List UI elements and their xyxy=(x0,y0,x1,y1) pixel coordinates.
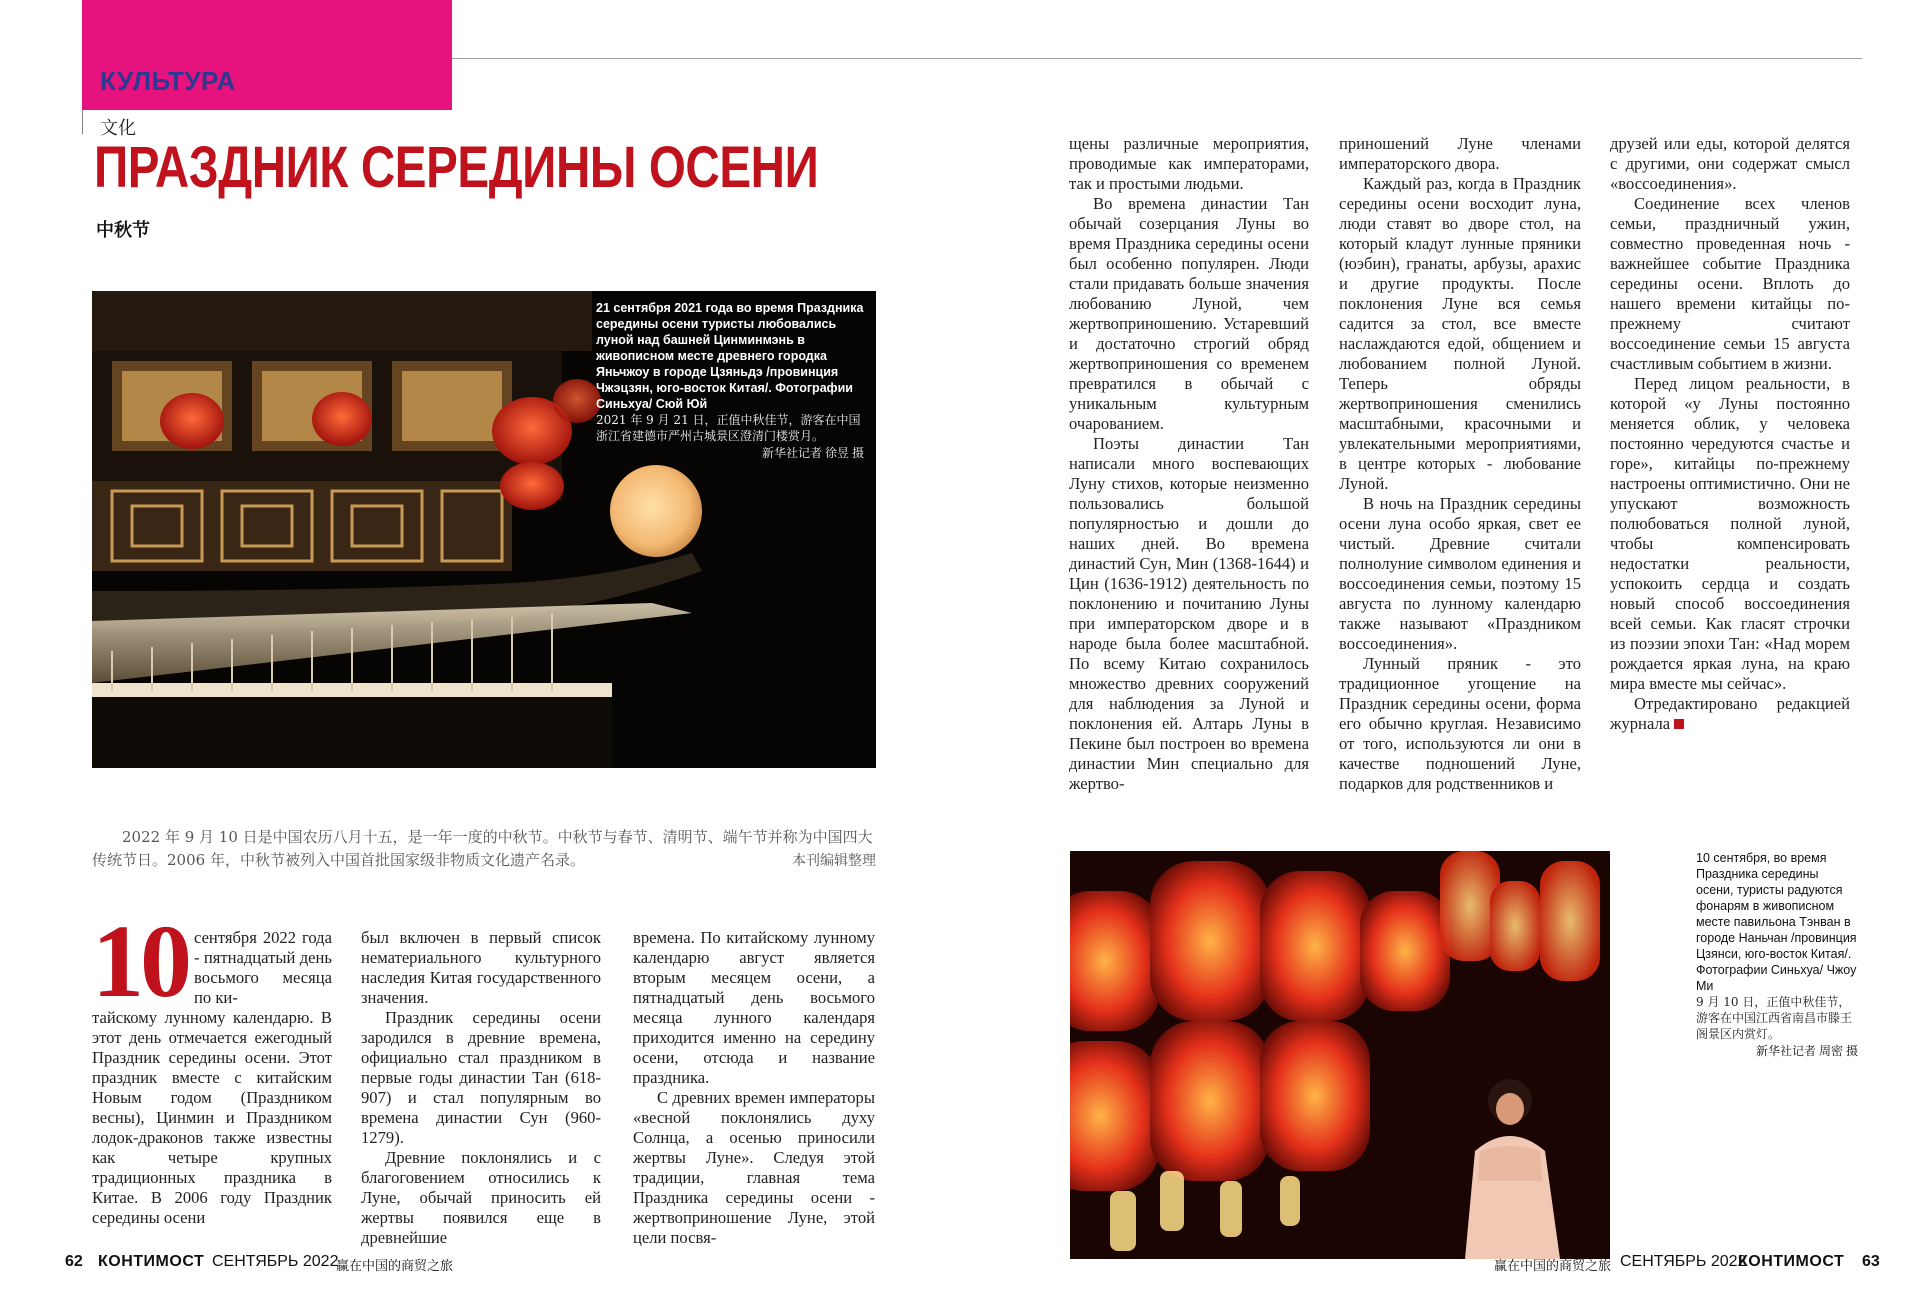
photo-lanterns-illustration xyxy=(1070,851,1610,1259)
article-col2 xyxy=(361,928,601,1248)
caption-ru: 21 сентября 2021 года во время Праздника середины осени туристы любовались луной над башней Цинминмэнь в живописном месте древнего городка Яньчжоу в городе Цзяньдэ /провинция Чжэцзян, юго-восток Китая/. Фотографии Синьхуа/ Сюй Юй xyxy=(596,301,864,411)
paragraph: Лунный пряник - это традиционное угощение на Праздник середины осени, форма его обычно круглая. Независимо от того, используются ли они в качестве подношений Луне, подарков для родственников и xyxy=(1339,654,1581,793)
article-col4 xyxy=(1069,134,1309,794)
photo-lanterns-caption xyxy=(1696,850,1858,1059)
magazine-name-right: КОНТИМОСТ xyxy=(1738,1253,1845,1270)
paragraph: щены различные мероприятия, проводимые как императорами, так и простыми людьми. xyxy=(1069,134,1309,193)
caption-cn: 9 月 10 日，正值中秋佳节，游客在中国江西省南昌市滕王阁景区内赏灯。 xyxy=(1696,995,1853,1041)
article-col3 xyxy=(633,928,875,1248)
paragraph: приношений Луне членами императорского двора. xyxy=(1339,134,1581,173)
paragraph: Древние поклонялись и с благоговением относились к Луне, обычай приносить ей жертвы появился еще в древнейшие xyxy=(361,1148,601,1247)
article-subtitle-cn: 中秋节 xyxy=(96,220,150,240)
magazine-name-left: КОНТИМОСТ xyxy=(98,1253,205,1270)
section-cn-marker xyxy=(82,110,83,134)
article-col6 xyxy=(1610,134,1850,734)
drop-cap: 10 xyxy=(92,904,188,1019)
paragraph: В ночь на Праздник середины осени луна особо яркая, свет ее чистый. Древние считали полнолуние символом единения и воссоединения семьи, поэтому 15 августа по лунному календарю также называют «Праздником воссоединения». xyxy=(1339,494,1581,653)
paragraph-signoff xyxy=(1610,694,1850,734)
paragraph: времена. По китайскому лунному календарю август является вторым месяцем осени, а пятнадцатый день восьмого месяца лунного календаря приходится именно на середину осени, отсюда и название праздника. xyxy=(633,928,875,1087)
article-col5 xyxy=(1339,134,1581,794)
paragraph: С древних времен императоры «весной поклонялись духу Солнца, а осенью приносили жертвы Луне». Следуя этой традиции, главная тема Праздника середины осени - жертвоприношение Луне, этой цели посвя- xyxy=(633,1088,875,1247)
section-label: КУЛЬТУРА xyxy=(100,66,236,96)
article-col1-lead: сентября 2022 года - пятнадцатый день восьмого месяца по ки- xyxy=(194,928,332,1007)
section-label-cn: 文化 xyxy=(100,118,136,138)
photo-credit: 新华社记者 周密 摄 xyxy=(1755,1044,1858,1058)
issue-date-right: СЕНТЯБРЬ 2022 xyxy=(1620,1253,1747,1270)
photo-lanterns xyxy=(1070,851,1610,1259)
page-number-left: 62 xyxy=(65,1253,83,1270)
signoff-text: Отредактировано редакцией журнала xyxy=(1610,694,1850,733)
paragraph: друзей или еды, которой делятся с другими, они содержат смысл «воссоединения». xyxy=(1610,134,1850,193)
paragraph: был включен в первый список нематериального культурного наследия Китая государственного значения. xyxy=(361,928,601,1007)
slogan-cn-left: 赢在中国的商贸之旅 xyxy=(336,1259,454,1274)
page-number-right: 63 xyxy=(1862,1253,1880,1270)
paragraph: тайскому лунному календарю. В этот день отмечается ежегодный Праздник середины осени. Этот праздник вместе с китайским Новым годом (Праздником весны), Цинмин и Праздником лодок-драконов также известны как четыре крупных традиционных праздника в Китае. В 2006 году Праздник середины осени xyxy=(92,1008,332,1227)
article-title: ПРАЗДНИК СЕРЕДИНЫ ОСЕНИ xyxy=(94,135,819,200)
caption-cn: 2021 年 9 月 21 日，正值中秋佳节，游客在中国浙江省建德市严州古城景区澄清门楼赏月。 xyxy=(596,413,861,443)
issue-date-left: СЕНТЯБРЬ 2022 xyxy=(212,1253,339,1270)
article-col1 xyxy=(92,1008,332,1228)
paragraph: Праздник середины осени зародился в древние времена, официально стал праздником в первые годы династии Тан (618-907) и стал популярным во времена династии Сун (960-1279). xyxy=(361,1008,601,1147)
header-divider xyxy=(452,58,1862,59)
end-mark-icon xyxy=(1674,719,1684,729)
caption-ru: 10 сентября, во время Праздника середины осени, туристы радуются фонарям в живописном месте павильона Тэнван в городе Наньчан /провинция Цзянси, юго-восток Китая/. Фотографии Синьхуа/ Чжоу Ми xyxy=(1696,851,1857,993)
photo-credit: 新华社记者 徐昱 摄 xyxy=(761,446,864,460)
slogan-cn-right: 赢在中国的商贸之旅 xyxy=(1494,1259,1612,1274)
paragraph: Поэты династии Тан написали много воспевающих Луну стихов, которые неизменно пользовались большой популярностью и дошли до наших дней. Во времена династий Сун, Мин (1368-1644) и Цин (1636-1912) деятельность по поклонению и почитанию Луны при императорском дворе и в народе была более масштабной. По всему Китаю сохранилось множество древних сооружений для наблюдения за Луной и поклонения ей. Алтарь Луны в Пекине был построен во времена династии Мин специально для жертво- xyxy=(1069,434,1309,793)
paragraph: Во времена династии Тан обычай созерцания Луны во время Праздника середины осени был особенно популярен. Люди стали придавать больше значения любованию Луной, чем жертвоприношению. Устаревший и достаточно строгий обряд жертвоприношения со временем превратился в обычай с уникальным культурным очарованием. xyxy=(1069,194,1309,433)
intro-cn-text: 2022 年 9 月 10 日是中国农历八月十五，是一年一度的中秋节。中秋节与春节、清明节、端午节并称为中国四大传统节日。2006 年，中秋节被列入中国首批国家级非物质文化遗产名录。 xyxy=(92,828,873,869)
paragraph: Каждый раз, когда в Праздник середины осени восходит луна, люди ставят во дворе стол, на который кладут лунные пряники (юэбин), гранаты, арбузы, арахис и другие продукты. После поклонения Луне вся семья садится за стол, все вместе наслаждаются едой, общением и любованием полной Луной. Теперь обряды жертвоприношения сменились масштабными, красочными и увлекательными мероприятиями, в центре которых - любование Луной. xyxy=(1339,174,1581,493)
photo-moon-tower-caption xyxy=(596,300,864,461)
intro-credit: 本刊编辑整理 xyxy=(792,853,876,869)
paragraph: Соединение всех членов семьи, праздничный ужин, совместно проведенная ночь - важнейшее событие Праздника середины осени. Вплоть до нашего времени китайцы по-прежнему считают воссоединение семьи 15 августа счастливым событием в жизни. xyxy=(1610,194,1850,373)
paragraph: Перед лицом реальности, в которой «у Луны постоянно меняется облик, у человека постоянно чередуются счастье и горе», китайцы по-прежнему настроены оптимистично. Они не упускают возможность полюбоваться полной луной, чтобы компенсировать недостатки реальности, успокоить сердца и создать новый способ воссоединения всей семьи. Как гласят строчки из поэзии эпохи Тан: «Над морем рождается яркая луна, на краю мира вместе мы сейчас». xyxy=(1610,374,1850,693)
